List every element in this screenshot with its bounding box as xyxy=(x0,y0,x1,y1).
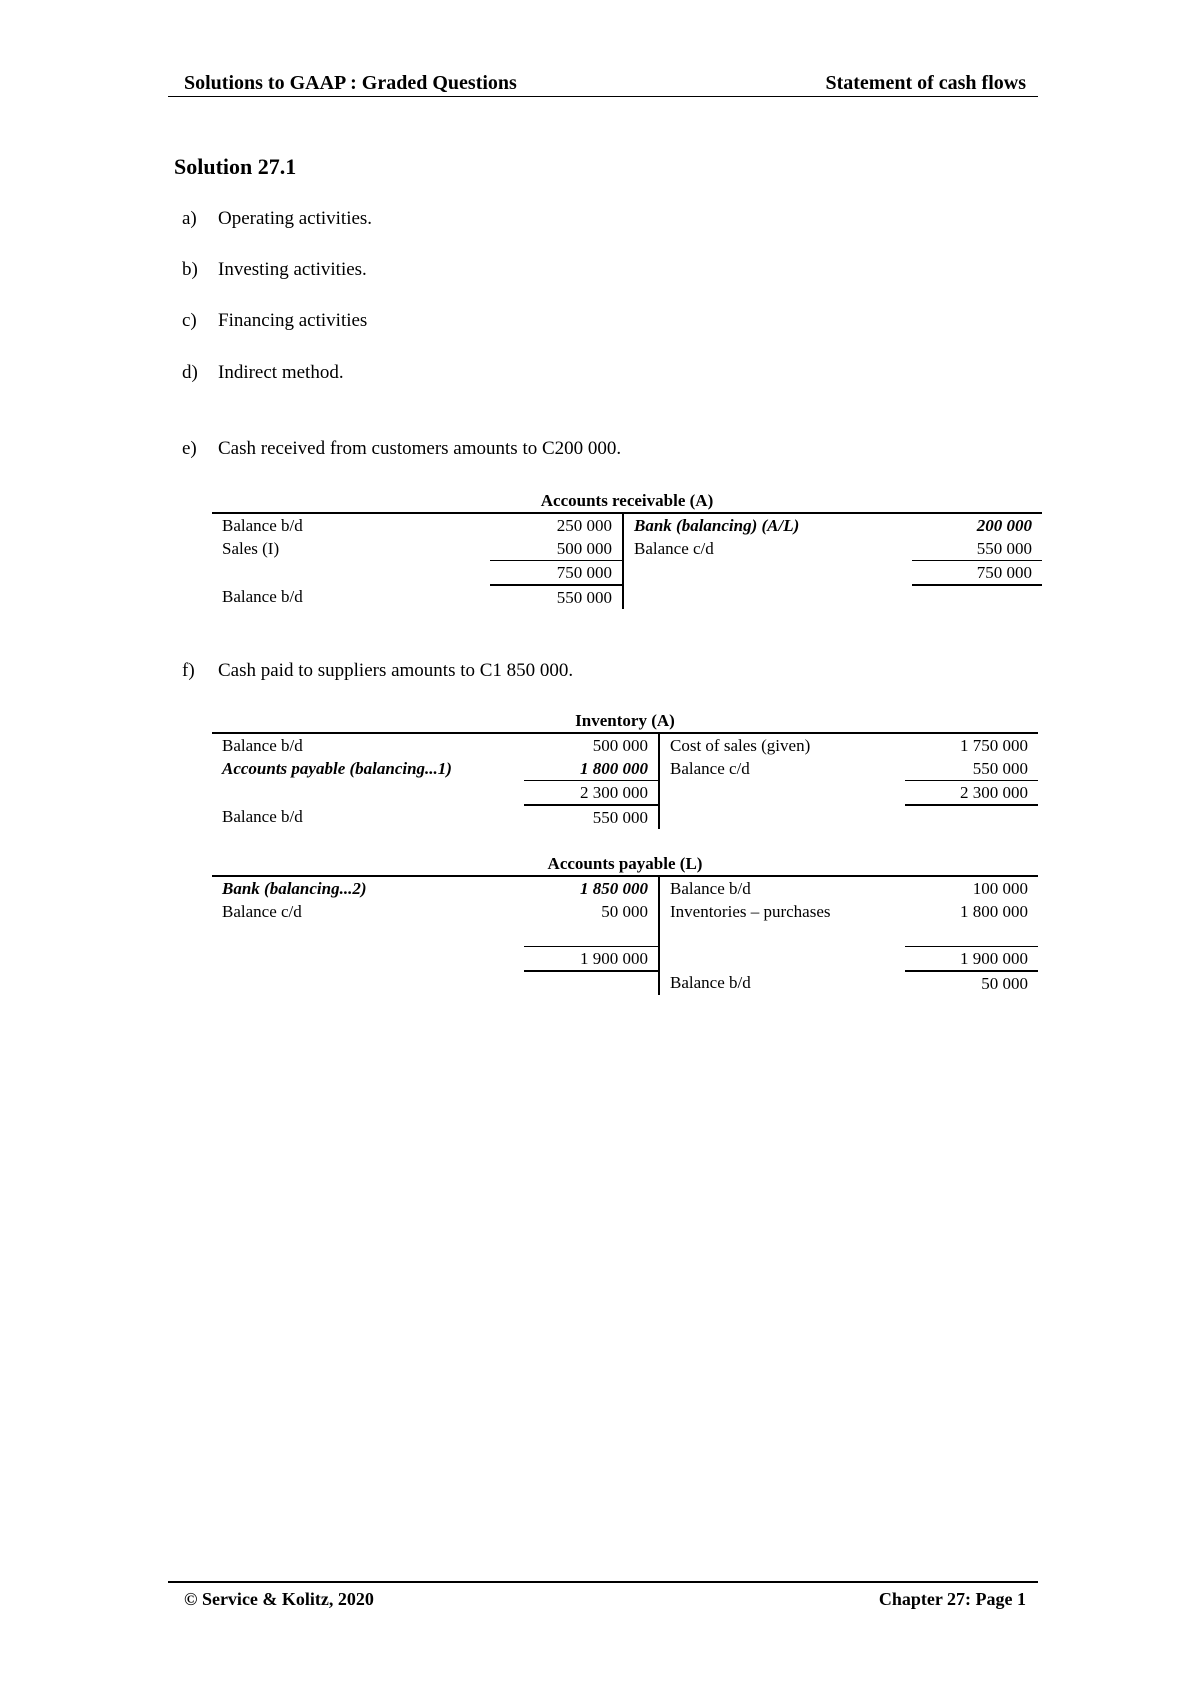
credit-amount: 100 000 xyxy=(972,878,1028,898)
table-row xyxy=(212,537,1042,561)
debit-amount: 550 000 xyxy=(524,805,659,829)
item-label: c) xyxy=(182,310,197,331)
credit-label: Bank (balancing) (A/L) xyxy=(634,515,800,535)
table-row xyxy=(212,876,1038,900)
item-text: Indirect method. xyxy=(218,362,344,383)
accounts-payable-title: Accounts payable (L) xyxy=(547,854,703,873)
debit-amount: 500 000 xyxy=(524,733,659,757)
table-row xyxy=(212,561,1042,586)
inventory-t-account xyxy=(212,732,1038,829)
table-row xyxy=(212,733,1038,757)
item-text: Cash received from customers amounts to C200 000. xyxy=(218,438,622,459)
credit-amount: 550 000 xyxy=(972,758,1028,778)
footer-copyright: © Service & Kolitz, 2020 xyxy=(184,1589,374,1609)
item-text: Operating activities. xyxy=(218,208,373,229)
item-label: d) xyxy=(182,362,198,383)
debit-amount: 250 000 xyxy=(490,513,623,537)
credit-amount: 200 000 xyxy=(976,515,1032,535)
table-row xyxy=(212,971,1038,995)
table-row xyxy=(212,757,1038,781)
credit-amount: 1 750 000 xyxy=(960,735,1028,755)
answer-item-a xyxy=(182,208,372,230)
item-text: Investing activities. xyxy=(218,259,367,280)
header-chapter-title: Statement of cash flows xyxy=(825,72,1026,94)
item-label: f) xyxy=(182,660,195,681)
debit-amount: 550 000 xyxy=(490,585,623,609)
accounts-receivable-title: Accounts receivable (A) xyxy=(540,491,714,510)
solution-title: Solution 27.1 xyxy=(174,154,297,179)
credit-label: Cost of sales (given) xyxy=(670,735,811,755)
debit-label: Accounts payable (balancing...1) xyxy=(222,758,452,778)
debit-label: Balance c/d xyxy=(222,901,302,921)
debit-label: Balance b/d xyxy=(222,807,303,826)
credit-label: Balance c/d xyxy=(634,538,714,558)
table-row xyxy=(212,923,1038,947)
debit-label: Balance b/d xyxy=(222,515,303,535)
inventory-title: Inventory (A) xyxy=(575,711,675,730)
table-row xyxy=(212,900,1038,923)
accounts-payable-t-account xyxy=(212,875,1038,995)
item-text: Financing activities xyxy=(218,310,368,331)
answer-item-b xyxy=(182,259,367,281)
credit-label: Balance c/d xyxy=(670,758,750,778)
debit-label: Balance b/d xyxy=(222,735,303,755)
item-label: b) xyxy=(182,259,198,280)
debit-label: Bank (balancing...2) xyxy=(222,878,367,898)
page-footer xyxy=(168,1581,1038,1613)
credit-label: Inventories – purchases xyxy=(670,901,831,921)
credit-total: 2 300 000 xyxy=(905,781,1038,806)
debit-amount: 50 000 xyxy=(524,900,659,923)
credit-label: Balance b/d xyxy=(670,973,751,992)
item-label: e) xyxy=(182,438,197,459)
table-row xyxy=(212,781,1038,806)
debit-label: Balance b/d xyxy=(222,587,303,606)
debit-total: 1 900 000 xyxy=(524,947,659,972)
table-row xyxy=(212,513,1042,537)
table-row xyxy=(212,805,1038,829)
debit-label: Sales (I) xyxy=(222,538,280,558)
answer-item-f xyxy=(182,660,573,682)
credit-total: 1 900 000 xyxy=(905,947,1038,972)
credit-amount: 1 800 000 xyxy=(960,901,1028,921)
table-row xyxy=(212,947,1038,972)
item-label: a) xyxy=(182,208,197,229)
answer-item-d xyxy=(182,362,344,384)
credit-amount: 50 000 xyxy=(981,973,1028,993)
credit-total: 750 000 xyxy=(912,561,1042,586)
page-header xyxy=(168,70,1038,97)
footer-page-number: Chapter 27: Page 1 xyxy=(878,1589,1026,1609)
header-book-title: Solutions to GAAP : Graded Questions xyxy=(184,72,517,94)
debit-total: 2 300 000 xyxy=(524,781,659,806)
answer-item-e xyxy=(182,438,621,460)
table-row xyxy=(212,585,1042,609)
accounts-receivable-t-account xyxy=(212,512,1042,609)
debit-total: 750 000 xyxy=(490,561,623,586)
debit-amount: 500 000 xyxy=(490,537,623,561)
debit-amount: 1 800 000 xyxy=(524,757,659,781)
credit-amount: 550 000 xyxy=(976,538,1032,558)
debit-amount: 1 850 000 xyxy=(524,876,659,900)
credit-label: Balance b/d xyxy=(670,878,751,898)
item-text: Cash paid to suppliers amounts to C1 850 000. xyxy=(218,660,574,681)
answer-item-c xyxy=(182,310,367,332)
